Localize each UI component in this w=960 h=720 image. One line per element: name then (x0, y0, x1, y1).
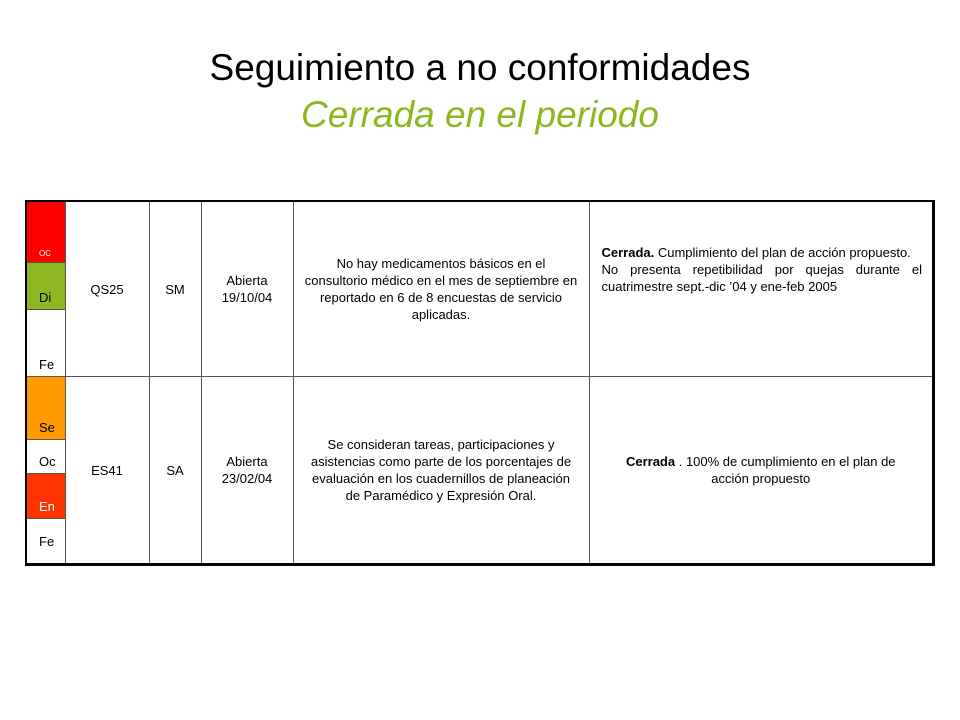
nc-description: No hay medicamentos básicos en el consultorio médico en el mes de septiembre en reportado en 6 de 8 encuestas de servicio aplicadas. (293, 201, 589, 377)
closure-status: Cerrada (625, 454, 676, 470)
nc-code: ES41 (65, 377, 149, 565)
nc-description: Se consideran tareas, participaciones y asistencias como parte de los porcentajes de evaluación en los cuadernillos de planeación de Paramédico y Expresión Oral. (293, 377, 589, 565)
page-subtitle: Cerrada en el periodo (301, 94, 659, 135)
table-row (26, 377, 934, 440)
status-cell: En (26, 473, 65, 519)
nc-state: Abierta 23/02/04 (201, 377, 293, 565)
nc-closure (589, 377, 934, 565)
nc-state: Abierta 19/10/04 (201, 201, 293, 377)
status-cell: Fe (26, 310, 65, 377)
status-cell: Oc (26, 440, 65, 474)
status-cell: Fe (26, 519, 65, 565)
status-cell: OC (26, 201, 65, 263)
status-cell: Di (26, 263, 65, 310)
nc-code: QS25 (65, 201, 149, 377)
nonconformity-table (25, 200, 935, 566)
closure-note: No presenta repetibilidad por quejas durante el cuatrimestre sept.-dic ’04 y ene-feb 2005 (601, 262, 922, 294)
closure-text: Cumplimiento del plan de acción propuesto. (654, 245, 911, 260)
closure-text: . 100% de cumplimiento en el plan de acción propuesto (675, 454, 896, 487)
nc-area: SM (149, 201, 201, 377)
status-cell: Se (26, 377, 65, 440)
nc-area: SA (149, 377, 201, 565)
page-title: Seguimiento a no conformidades (209, 47, 751, 88)
table-row (26, 201, 934, 263)
closure-status: Cerrada. (601, 245, 655, 260)
nc-closure (589, 201, 934, 377)
